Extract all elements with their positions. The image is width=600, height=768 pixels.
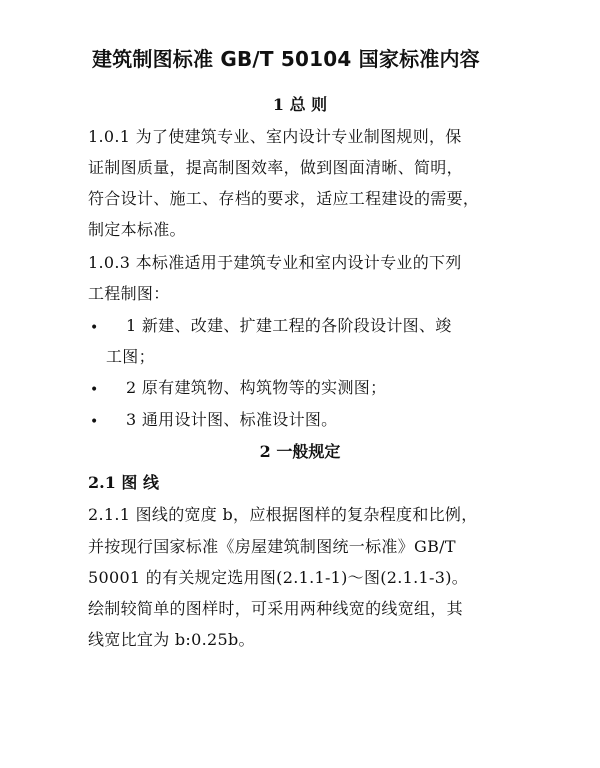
bullet-marker: • bbox=[90, 320, 99, 336]
subsection-2-1-heading: 2.1 图 线 bbox=[88, 473, 159, 492]
clause-2-1-1-line-5: 线宽比宜为 b:0.25b。 bbox=[88, 630, 255, 649]
clause-1-0-1-line-1: 1.0.1 为了使建筑专业、室内设计专业制图规则，保 bbox=[88, 127, 462, 146]
section-2-heading: 2 一般规定 bbox=[259, 442, 341, 461]
clause-1-0-1-line-3: 符合设计、施工、存档的要求，适应工程建设的需要， bbox=[88, 189, 480, 208]
list-item-1-line-2: 工图； bbox=[106, 347, 155, 366]
list-item-3: 3 通用设计图、标准设计图。 bbox=[126, 410, 338, 429]
bullet-marker: • bbox=[90, 414, 99, 430]
clause-1-0-3-line-1: 1.0.3 本标准适用于建筑专业和室内设计专业的下列 bbox=[88, 253, 462, 272]
clause-2-1-1-line-4: 绘制较简单的图样时，可采用两种线宽的线宽组，其 bbox=[88, 599, 463, 618]
list-item-1-line-1: 1 新建、改建、扩建工程的各阶段设计图、竣 bbox=[126, 316, 452, 335]
clause-1-0-1-line-4: 制定本标准。 bbox=[88, 220, 186, 239]
list-item-2: 2 原有建筑物、构筑物等的实测图； bbox=[126, 378, 387, 397]
section-1-heading: 1 总 则 bbox=[272, 95, 328, 114]
clause-2-1-1-line-1: 2.1.1 图线的宽度 b，应根据图样的复杂程度和比例， bbox=[88, 505, 478, 524]
clause-2-1-1-line-2: 并按现行国家标准《房屋建筑制图统一标准》GB/T bbox=[88, 537, 456, 556]
clause-1-0-3-line-2: 工程制图： bbox=[88, 284, 170, 303]
bullet-marker: • bbox=[90, 382, 99, 398]
document-title: 建筑制图标准 GB/T 50104 国家标准内容 bbox=[92, 47, 480, 71]
clause-2-1-1-line-3: 50001 的有关规定选用图(2.1.1-1)～图(2.1.1-3)。 bbox=[88, 568, 469, 587]
clause-1-0-1-line-2: 证制图质量，提高制图效率，做到图面清晰、简明， bbox=[88, 158, 463, 177]
